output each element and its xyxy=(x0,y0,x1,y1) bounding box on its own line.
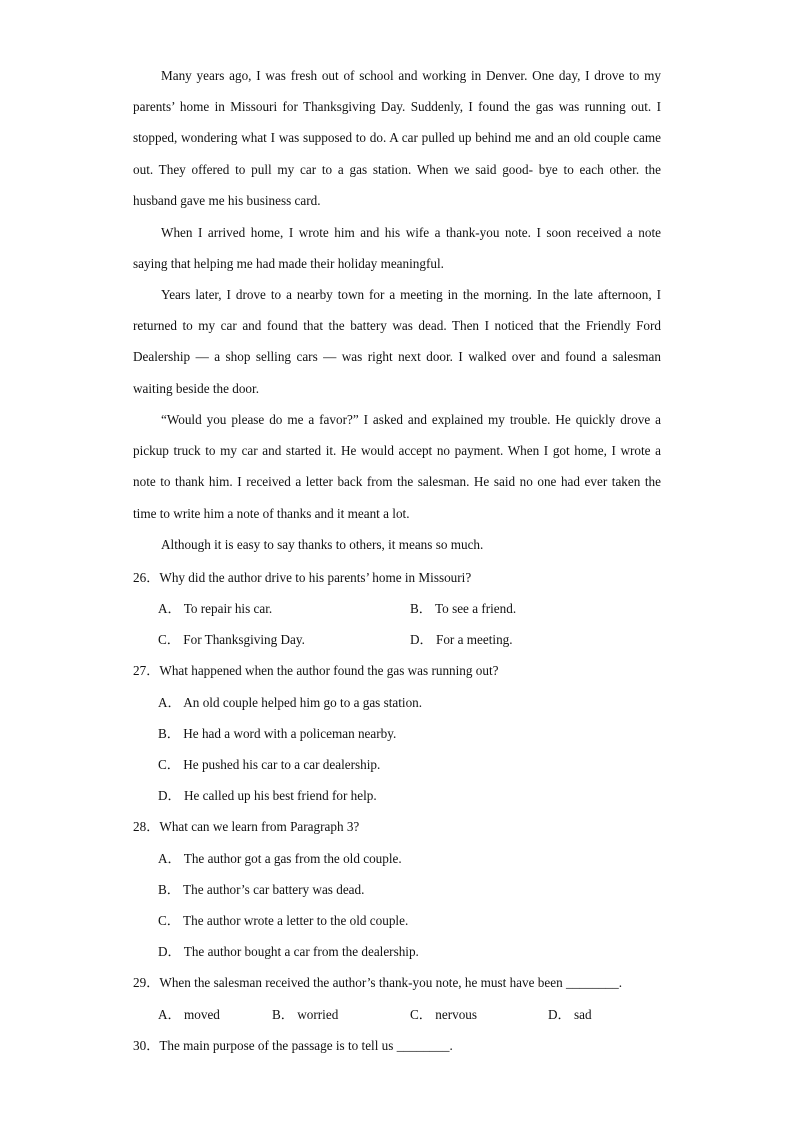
question-26-option-a: A． To repair his car. xyxy=(158,601,273,616)
question-29-option-c: C． nervous xyxy=(410,1007,478,1022)
passage-paragraph-1: Many years ago, I was fresh out of school and working in Denver. One day, I drove to my parents’ home in Missouri for Thanksgiving Day. Suddenly, I found the gas was running out. I stopped, wondering what I was supposed to do. A car pulled up behind me and an old couple came out. They offered to pull my car to a gas station. When we said good- bye to each other. the husband gave me his business card. xyxy=(133,68,661,208)
question-28-stem: 28．What can we learn from Paragraph 3? xyxy=(133,819,360,834)
question-27-option-c: C． He pushed his car to a car dealership. xyxy=(158,757,381,772)
question-28-option-a: A． The author got a gas from the old couple. xyxy=(158,851,402,866)
passage-paragraph-4: “Would you please do me a favor?” I asked and explained my trouble. He quickly drove a pickup truck to my car and started it. He would accept no payment. When I got home, I wrote a note to thank him. I received a letter back from the salesman. He said no one had ever taken the time to write him a note of thanks and it meant a lot. xyxy=(133,412,661,521)
question-27-option-a: A． An old couple helped him go to a gas station. xyxy=(158,695,423,710)
question-29-option-d: D． sad xyxy=(548,1007,592,1022)
passage-paragraph-5: Although it is easy to say thanks to others, it means so much. xyxy=(161,537,484,552)
question-29-stem: 29．When the salesman received the author’s thank-you note, he must have been ________. xyxy=(133,975,623,990)
question-29-option-a: A． moved xyxy=(158,1007,220,1022)
question-28-option-d: D． The author bought a car from the dealership. xyxy=(158,944,419,959)
passage-paragraph-2: When I arrived home, I wrote him and his wife a thank-you note. I soon received a note saying that helping me had made their holiday meaningful. xyxy=(133,225,661,272)
question-30-stem: 30．The main purpose of the passage is to tell us ________. xyxy=(133,1038,453,1053)
question-26-option-d: D． For a meeting. xyxy=(410,632,513,647)
question-26-option-b: B． To see a friend. xyxy=(410,601,517,616)
question-28-option-c: C． The author wrote a letter to the old couple. xyxy=(158,913,409,928)
question-26-option-c: C． For Thanksgiving Day. xyxy=(158,632,305,647)
question-29-option-b: B． worried xyxy=(272,1007,339,1022)
question-27-option-b: B． He had a word with a policeman nearby. xyxy=(158,726,397,741)
question-26-stem: 26．Why did the author drive to his parents’ home in Missouri? xyxy=(133,570,472,585)
question-28-option-b: B． The author’s car battery was dead. xyxy=(158,882,365,897)
question-27-option-d: D． He called up his best friend for help. xyxy=(158,788,377,803)
question-27-stem: 27．What happened when the author found the gas was running out? xyxy=(133,663,499,678)
passage-paragraph-3: Years later, I drove to a nearby town for a meeting in the morning. In the late afternoon, I returned to my car and found that the battery was dead. Then I noticed that the Friendly Ford Dealership — a shop selling cars — was right next door. I walked over and found a salesman waiting beside the door. xyxy=(133,287,661,396)
